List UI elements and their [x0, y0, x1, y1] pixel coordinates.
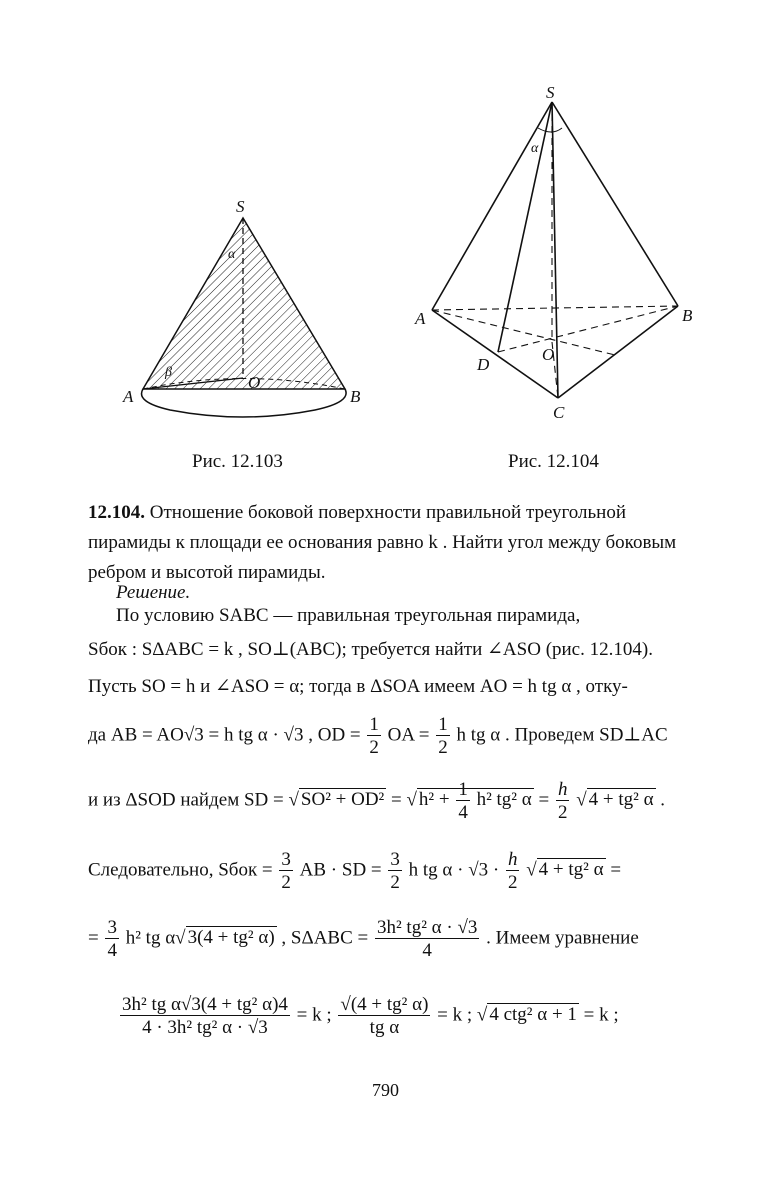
line-2: Sбок : SΔABC = k , SO⊥(ABC); требуется найти ∠ASO (рис. 12.104). [88, 639, 653, 660]
label-O: O [542, 345, 555, 364]
line-8: $\frac{\text{3h² tg α√3(4 + tg² α)4}}{\text{4 · 3h² tg² α · √3}}$ = k ; $\frac{\text{√(4 + tg² α)}}{\text{tg α}}$ = k ; √ 4 ctg² α + 1 = k ; [122, 994, 619, 1038]
solution-label: Решение. [116, 582, 191, 603]
line-6: Следовательно, Sбок = $\frac{3}{2}$ AB · SD = $\frac{3}{2}$ h tg α · √3 · $\frac{h}{2}$ √ 4 + tg² α = [88, 849, 622, 893]
label-B: B [350, 387, 361, 406]
caption-12-104: Рис. 12.104 [508, 451, 599, 472]
base-arc [142, 389, 347, 417]
label-alpha: α [531, 141, 539, 156]
line-4: да AB = AO√3 = h tg α · √3 , OD = $\frac{1}{2}$ OA = $\frac{1}{2}$ h tg α . Проведем SD⊥AC [88, 714, 668, 758]
figure-12-103 [110, 190, 370, 420]
label-O: O [248, 373, 261, 392]
label-B: B [682, 306, 693, 325]
line-3: Пусть SO = h и ∠ASO = α; тогда в ΔSOA имеем AO = h tg α , отку- [88, 676, 628, 697]
label-S: S [546, 83, 555, 102]
line-7: = $\frac{3}{4}$ h² tg α√ 3(4 + tg² α) , SΔABC = $\frac{\text{3h² tg² α · √3}}{4}$ . Имеем уравнение [88, 917, 639, 961]
line-5: и из ΔSOD найдем SD = √ SO² + OD² = √ h² + $\frac{1}{4}$ h² tg² α = $\frac{h}{2}$ √ 4 + tg² α . [88, 779, 666, 823]
triangle-section [143, 218, 345, 389]
label-A: A [415, 309, 426, 328]
line-1: По условию SABC — правильная треугольная пирамида, [116, 605, 581, 626]
label-C: C [553, 403, 565, 422]
problem-text [88, 498, 710, 588]
caption-12-103: Рис. 12.103 [192, 451, 283, 472]
label-S: S [236, 197, 245, 216]
label-D: D [477, 355, 490, 374]
problem-statement: Отношение боковой поверхности правильной треугольной пирамиды к площади ее основания равно k . Найти угол между боковым ребром и высотой пирамиды. [88, 502, 677, 583]
label-alpha: α [228, 247, 236, 262]
figure-12-104 [410, 80, 710, 425]
label-A: A [123, 387, 134, 406]
label-beta: β [165, 365, 172, 380]
page-number: 790 [372, 1080, 399, 1100]
problem-number: 12.104. [88, 502, 145, 523]
apothem-SD [498, 102, 552, 352]
